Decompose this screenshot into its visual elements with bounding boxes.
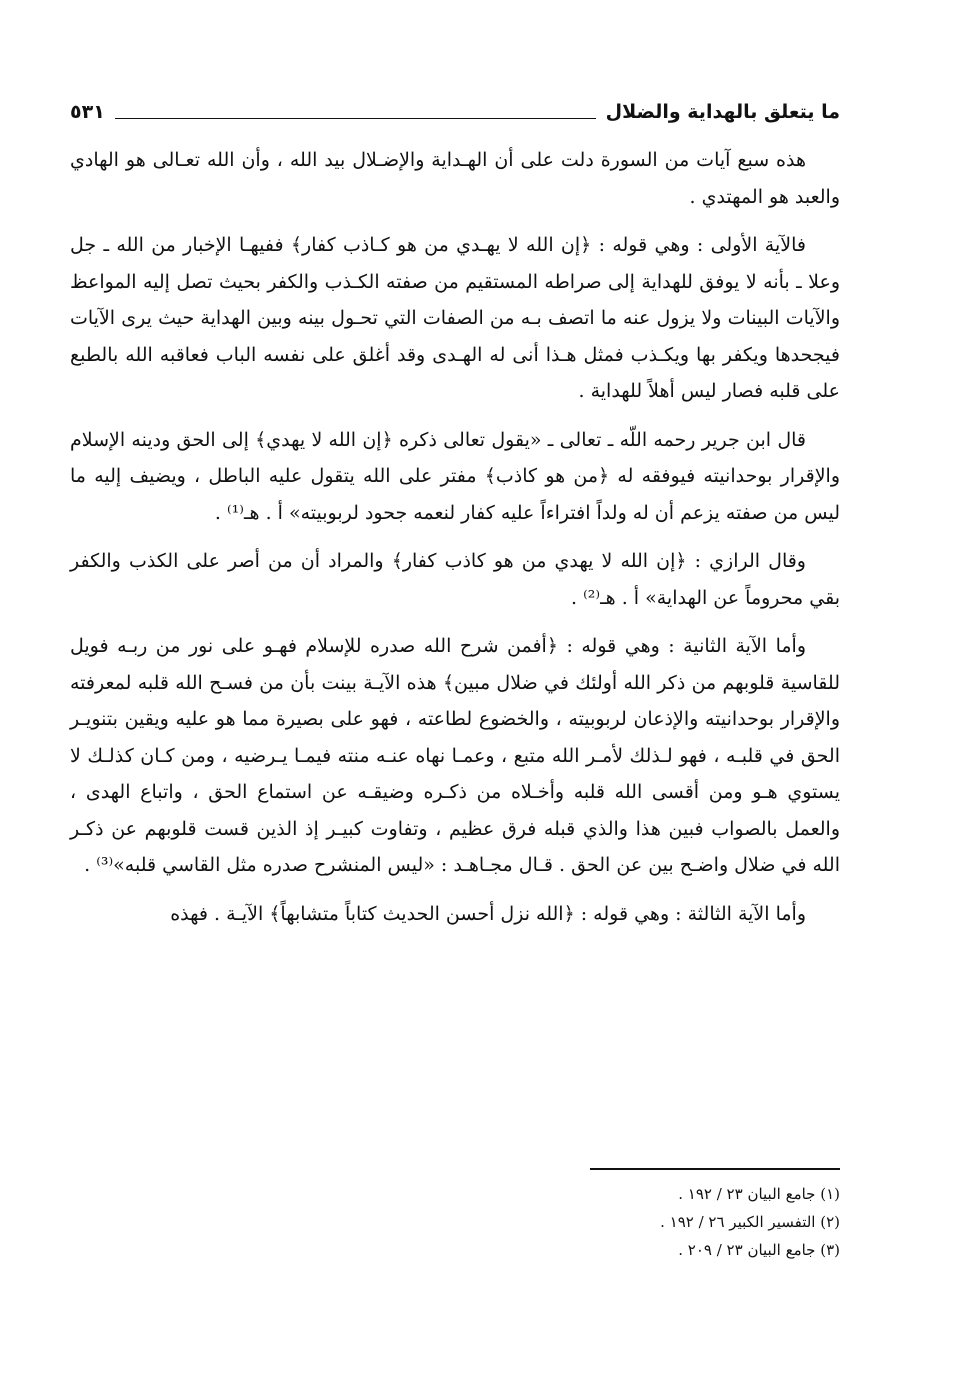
footnote-rule <box>590 1168 840 1170</box>
footnote-3: (٣) جامع البيان ٢٣ / ٢٠٩ . <box>678 1241 840 1259</box>
footnote-2: (٢) التفسير الكبير ٢٦ / ١٩٢ . <box>660 1213 840 1231</box>
header-rule <box>115 106 596 119</box>
running-header <box>70 90 840 134</box>
body-text <box>70 142 840 932</box>
footnote-1: (١) جامع البيان ٢٣ / ١٩٢ . <box>678 1185 840 1203</box>
paragraph-first-verse: فالآية الأولى : وهي قوله : ﴿إن الله لا يهـدي من هو كـاذب كفار﴾ ففيهـا الإخبار من الله ـ جل وعلا ـ بأنه لا يوفق للهداية إلى صراطه المستقيم من صفته الكـذب والكفر بحيث تصل إليه المواعظ والآيات البينات ولا يزول عنه ما اتصف بـه من الصفات التي تحـول بينه وبين الهداية حيث يرى الآيات فيجحدها ويكفر بها ويكـذب فمثل هـذا أنى له الهـدى وقد أغلق على نفسه الباب فعاقبه الله بالطبع على قلبه فصار ليس أهلاً للهداية . <box>70 234 840 402</box>
paragraph-ibn-jarir: قال ابن جرير رحمه اللّه ـ تعالى ـ «يقول تعالى ذكره ﴿إن الله لا يهدي﴾ إلى الحق ودينه الإسلام والإقرار بوحدانيته فيوفقه له ﴿من هو كاذب﴾ مفتر على الله يتقول عليه الباطل ، ويضيف إليه ما ليس من صفته يزعم أن له ولداً افتراءاً عليه كفار لنعمه جحود لربوبيته» أ . هـ⁽¹⁾ . <box>70 428 840 524</box>
paragraph-razi: وقال الرازي : ﴿إن الله لا يهدي من هو كاذب كفار﴾ والمراد أن من أصر على الكذب والكفر بقي محروماً عن الهداية» أ . هـ⁽²⁾ . <box>70 550 840 609</box>
header-title: ما يتعلق بالهداية والضلال <box>605 101 840 123</box>
paragraph-intro: هذه سبع آيات من السورة دلت على أن الهـداية والإضـلال بيد الله ، وأن الله تعـالى هو الهادي والعبد هو المهتدي . <box>70 149 840 208</box>
footnotes <box>70 1168 840 1264</box>
page <box>70 90 840 944</box>
page-number: ٥٣١ <box>70 101 105 123</box>
paragraph-third-verse: وأما الآية الثالثة : وهي قوله : ﴿الله نزل أحسن الحديث كتاباً متشابهاً﴾ الآيـة . فهذه <box>170 902 806 925</box>
paragraph-second-verse: وأما الآية الثانية : وهي قوله : ﴿أفمن شرح الله صدره للإسلام فهـو على نور من ربـه فويل للقاسية قلوبهم من ذكر الله أولئك في ضلال مبين﴾ هذه الآيـة بينت بأن من فسـح الله قلبه لمعرفته والإقرار بوحدانيته والإذعان لربوبيته ، والخضوع لطاعته ، فهو على بصيرة مما هو عليه ويقين بتنويـر الحق في قلبـه ، فهو لـذلك لأمـر الله متبع ، وعمـا نهاه عنـه منته فيمـا يـرضيه ، ومن كـان كذلـك لا يستوي هـو ومن أقسى الله قلبه وأخـلاه من ذكـره وضيقـه عن استماع الحق ، واتباع الهدى ، والعمل بالصواب فبين هذا والذي قبله فرق عظيم ، وتفاوت كبيـر إذ الذين قست قلوبهم عن ذكـر الله في ضلال واضـح بين عن الحق . قـال مجـاهـد : «ليس المنشرح صدره مثل القاسي قلبه»⁽³⁾ . <box>70 635 840 876</box>
